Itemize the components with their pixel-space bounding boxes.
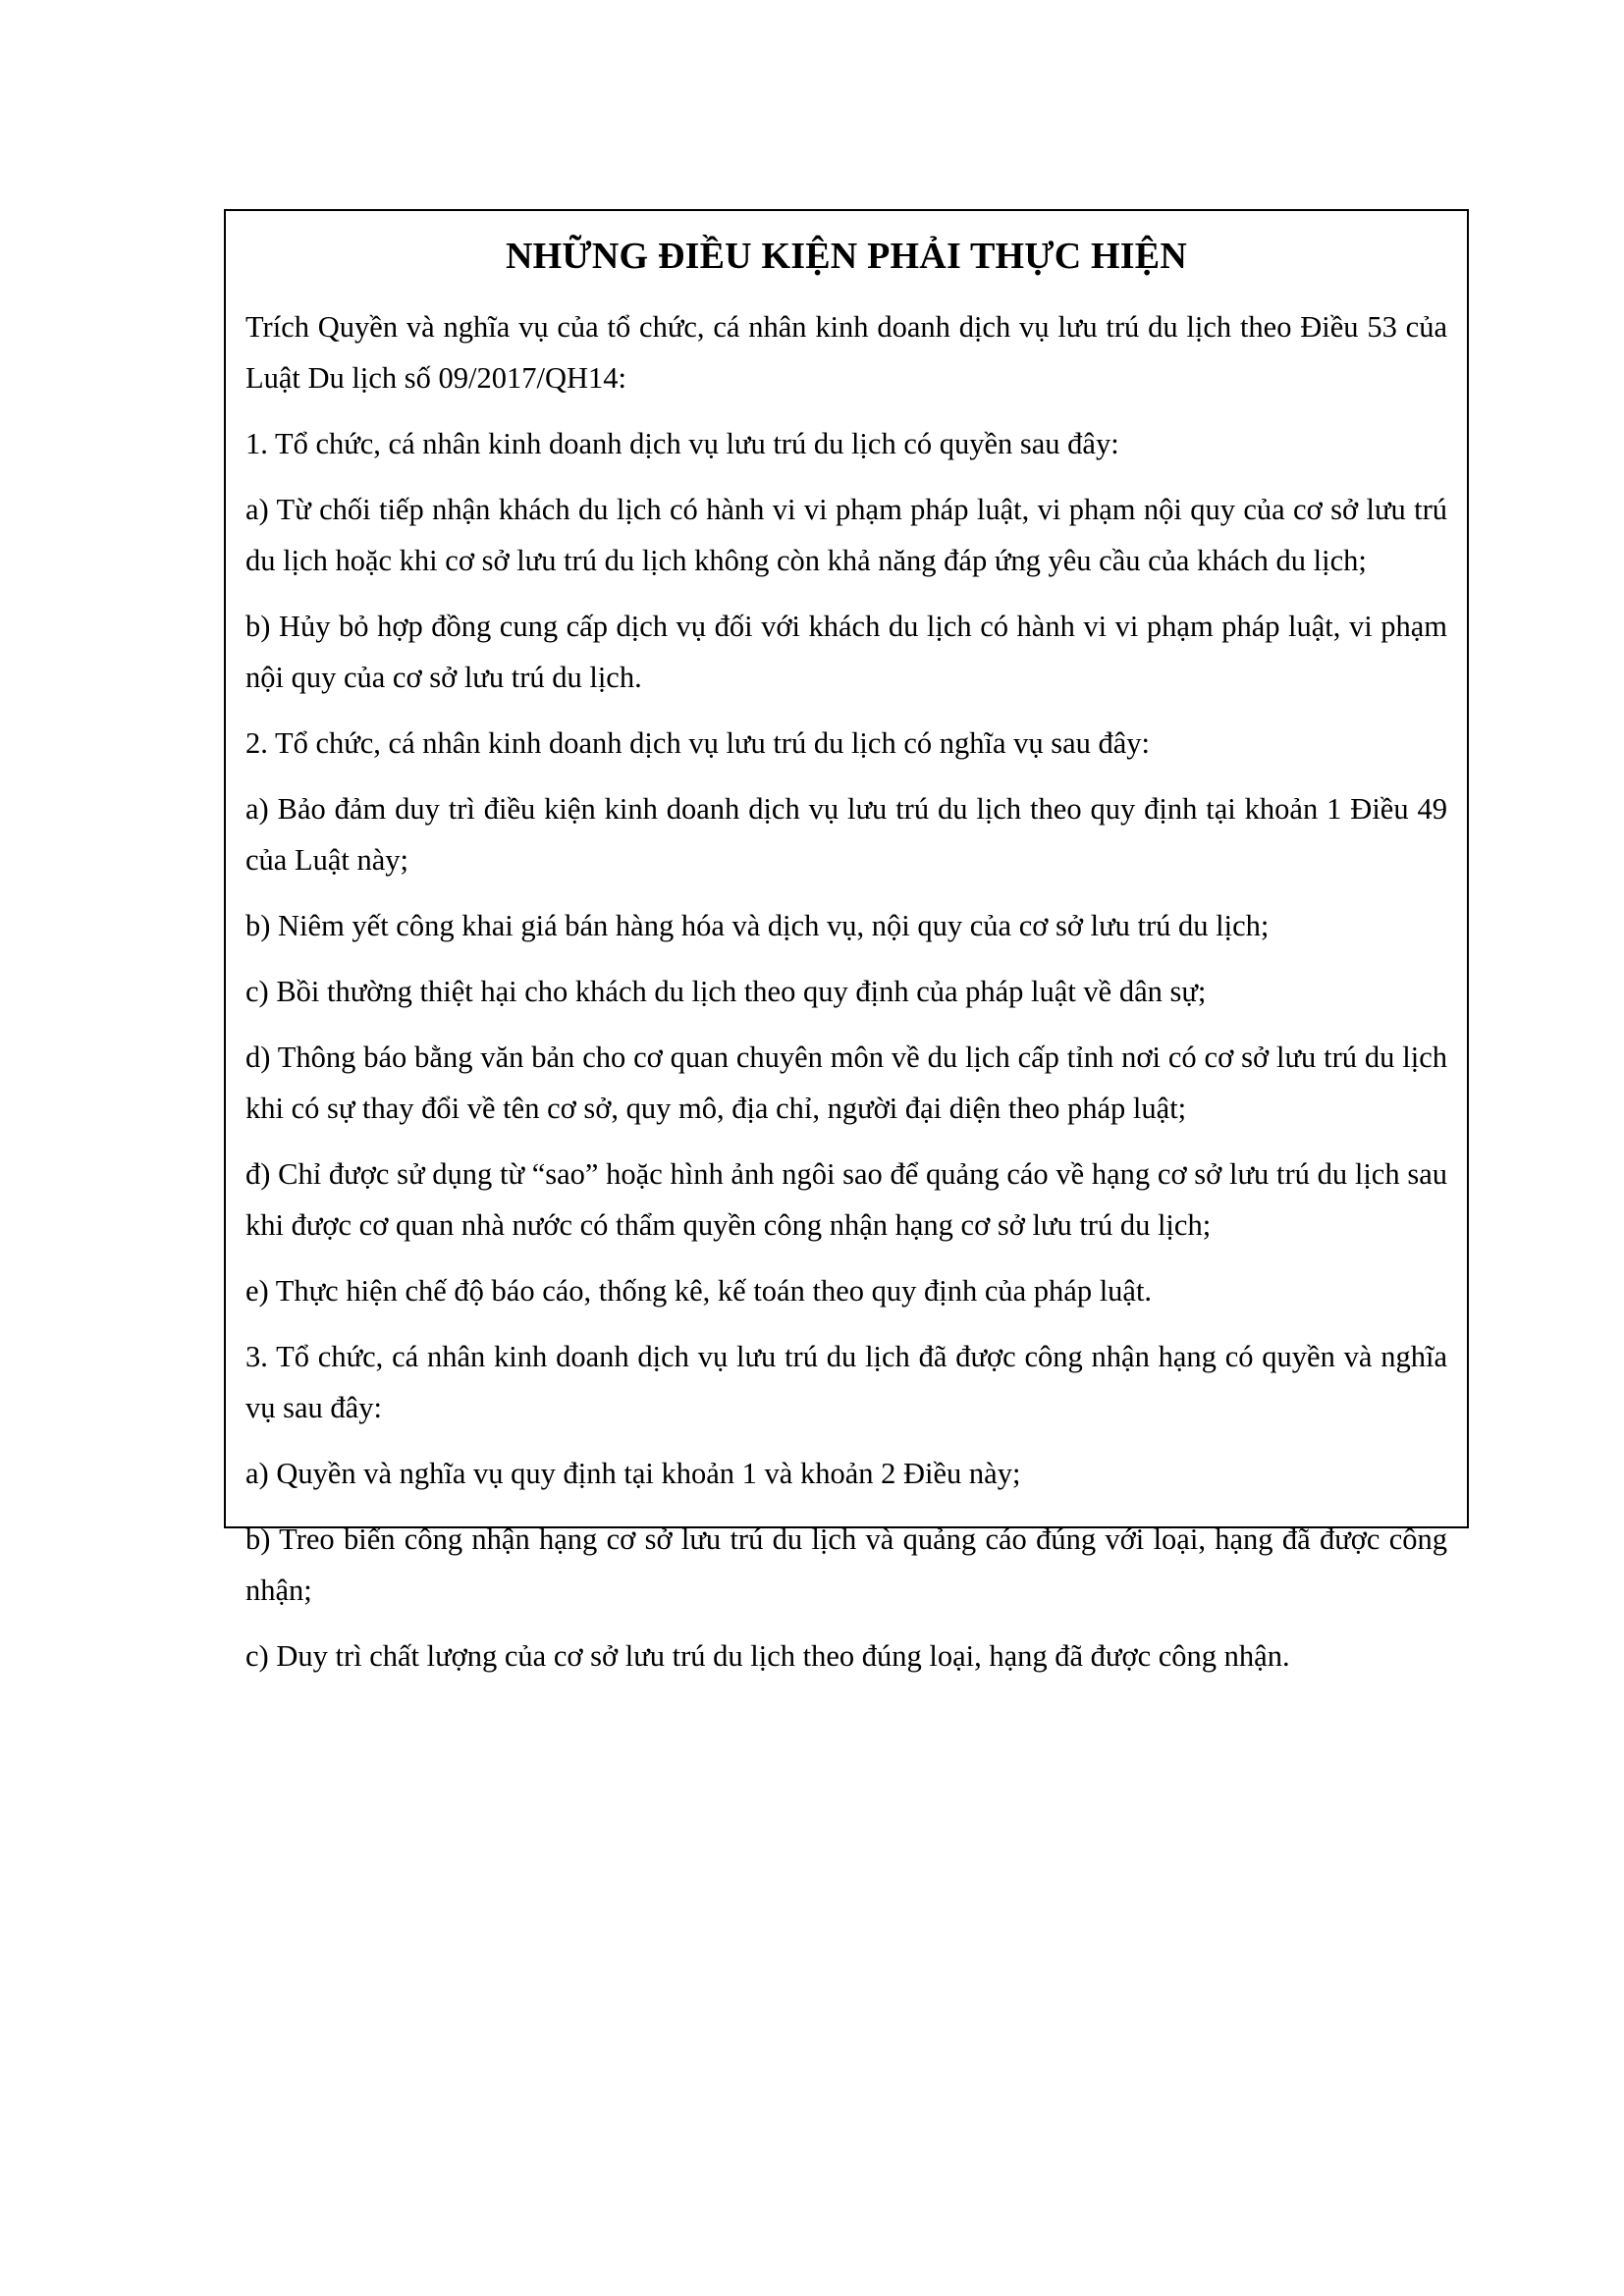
section-3-item-c: c) Duy trì chất lượng của cơ sở lưu trú du lịch theo đúng loại, hạng đã được công nhận.: [245, 1639, 1290, 1673]
section-3-item-b: b) Treo biển công nhận hạng cơ sở lưu trú du lịch và quảng cáo đúng với loại, hạng đã được công nhận;: [245, 1522, 1447, 1607]
section-2-item-b: b) Niêm yết công khai giá bán hàng hóa và dịch vụ, nội quy của cơ sở lưu trú du lịch;: [245, 909, 1270, 942]
section-2-item-dd: đ) Chỉ được sử dụng từ “sao” hoặc hình ảnh ngôi sao để quảng cáo về hạng cơ sở lưu trú du lịch sau khi được cơ quan nhà nước có thẩm quyền công nhận hạng cơ sở lưu trú du lịch;: [245, 1157, 1447, 1242]
section-3-item-a: a) Quyền và nghĩa vụ quy định tại khoản 1 và khoản 2 Điều này;: [245, 1457, 1021, 1490]
section-1-item-a: a) Từ chối tiếp nhận khách du lịch có hành vi vi phạm pháp luật, vi phạm nội quy của cơ sở lưu trú du lịch hoặc khi cơ sở lưu trú du lịch không còn khả năng đáp ứng yêu cầu của khách du lịch;: [245, 493, 1447, 577]
document-frame: [224, 209, 1469, 1673]
section-2-heading: 2. Tổ chức, cá nhân kinh doanh dịch vụ lưu trú du lịch có nghĩa vụ sau đây:: [245, 726, 1151, 760]
section-2-item-c: c) Bồi thường thiệt hại cho khách du lịch theo quy định của pháp luật về dân sự;: [245, 975, 1207, 1008]
section-2-item-e: e) Thực hiện chế độ báo cáo, thống kê, kế toán theo quy định của pháp luật.: [245, 1274, 1153, 1308]
section-1-heading: 1. Tổ chức, cá nhân kinh doanh dịch vụ lưu trú du lịch có quyền sau đây:: [245, 427, 1119, 460]
section-3-heading: 3. Tổ chức, cá nhân kinh doanh dịch vụ lưu trú du lịch đã được công nhận hạng có quyền và nghĩa vụ sau đây:: [245, 1340, 1447, 1424]
document-title: NHỮNG ĐIỀU KIỆN PHẢI THỰC HIỆN: [506, 236, 1187, 277]
intro-paragraph: Trích Quyền và nghĩa vụ của tổ chức, cá nhân kinh doanh dịch vụ lưu trú du lịch theo Điều 53 của Luật Du lịch số 09/2017/QH14:: [245, 310, 1447, 395]
section-2-item-a: a) Bảo đảm duy trì điều kiện kinh doanh dịch vụ lưu trú du lịch theo quy định tại khoản 1 Điều 49 của Luật này;: [245, 792, 1447, 877]
section-1-item-b: b) Hủy bỏ hợp đồng cung cấp dịch vụ đối với khách du lịch có hành vi vi phạm pháp luật, vi phạm nội quy của cơ sở lưu trú du lịch.: [245, 610, 1447, 694]
section-2-item-d: d) Thông báo bằng văn bản cho cơ quan chuyên môn về du lịch cấp tỉnh nơi có cơ sở lưu trú du lịch khi có sự thay đổi về tên cơ sở, quy mô, địa chỉ, người đại diện theo pháp luật;: [245, 1041, 1447, 1125]
